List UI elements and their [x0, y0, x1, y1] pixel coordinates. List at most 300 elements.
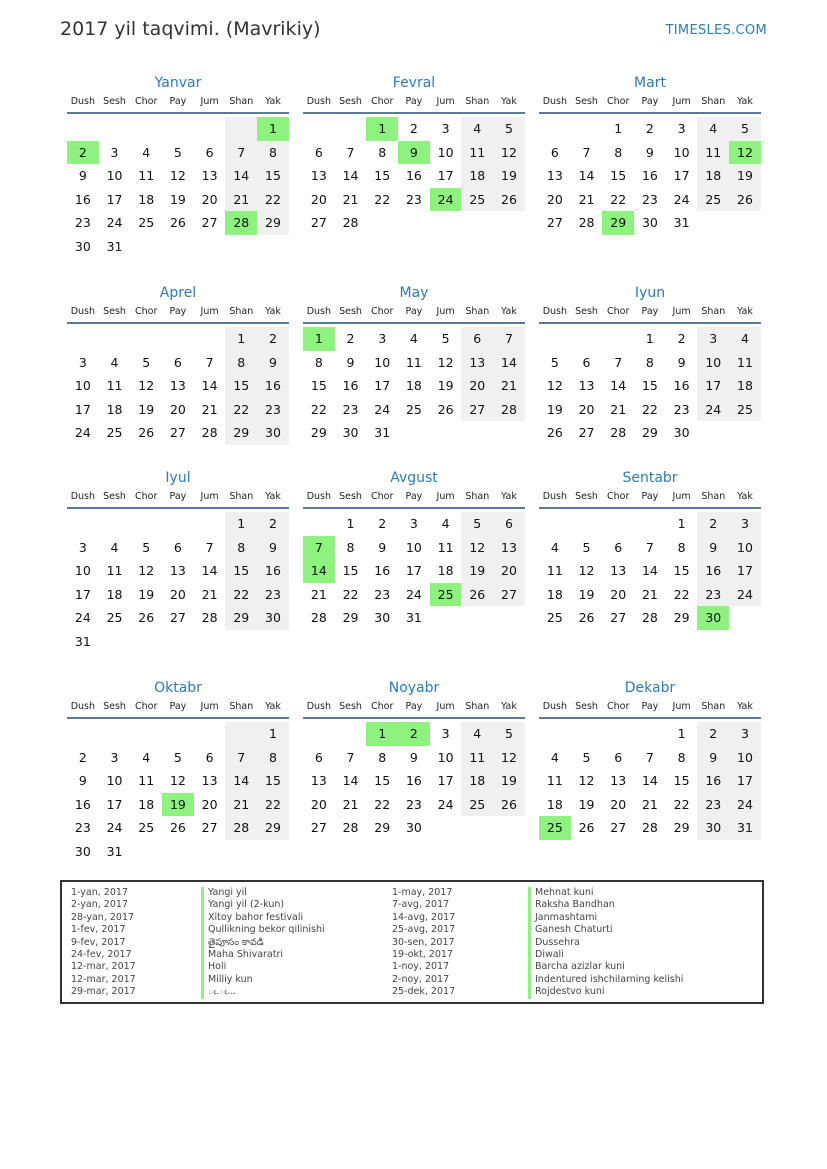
day-cell: 5: [142, 354, 151, 370]
month-name: Oktabr: [154, 680, 202, 696]
weekday-label: Jum: [200, 491, 219, 502]
legend-holiday-name: Diwali: [528, 949, 683, 961]
day-cell: 25: [546, 610, 563, 625]
day-cell: 25: [106, 425, 123, 440]
day-cell: 4: [409, 331, 418, 346]
day-cell: 10: [106, 773, 123, 788]
day-cell: 14: [493, 351, 525, 375]
day-cell: 17: [729, 559, 761, 583]
day-cell: 20: [578, 401, 595, 417]
day-cell: 21: [493, 374, 525, 398]
day-cell: 9: [677, 354, 686, 370]
day-cell: 25: [461, 793, 493, 817]
day-cell: 5: [582, 749, 591, 765]
day-cell: 27: [310, 215, 327, 230]
legend-date: 1-noy, 2017: [392, 961, 450, 973]
day-cell: 20: [546, 191, 563, 207]
day-cell: 28: [310, 610, 327, 625]
day-cell: 8: [378, 144, 387, 160]
day-cell: 5: [493, 722, 525, 746]
legend-dates-col-1: [71, 887, 136, 999]
empty-cell: [99, 117, 131, 141]
legend-holiday-name: Barcha azizlar kuni: [528, 961, 683, 973]
holiday-day-cell: 2: [398, 722, 430, 746]
empty-cell: [162, 512, 194, 536]
day-grid: [67, 512, 289, 653]
day-cell: 4: [461, 117, 493, 141]
day-cell: 26: [578, 820, 595, 835]
day-cell: 16: [697, 559, 729, 583]
day-cell: 10: [106, 168, 123, 183]
day-cell: 9: [78, 168, 87, 183]
day-cell: 19: [437, 378, 454, 393]
holiday-day-cell: 25: [539, 816, 571, 840]
weekday-label: Dush: [306, 96, 331, 107]
weekday-label: Shan: [229, 306, 254, 317]
legend-date: 9-fev, 2017: [71, 936, 126, 948]
empty-cell: [335, 117, 367, 141]
empty-cell: [67, 327, 99, 351]
day-cell: 9: [257, 351, 289, 375]
weekday-label: Shan: [465, 96, 490, 107]
month-iyun: [539, 282, 761, 445]
day-cell: 15: [374, 168, 391, 183]
day-cell: 24: [106, 820, 123, 835]
day-cell: 3: [110, 749, 119, 765]
day-cell: 23: [342, 401, 359, 417]
day-cell: 2: [346, 331, 355, 346]
weekday-label: Dush: [70, 701, 95, 712]
weekday-label: Jum: [436, 491, 455, 502]
holiday-day-cell: 2: [67, 141, 99, 165]
day-cell: 13: [546, 168, 563, 183]
day-grid: [303, 722, 525, 840]
day-cell: 23: [405, 191, 422, 207]
day-cell: 15: [257, 164, 289, 188]
day-cell: 5: [461, 512, 493, 536]
weekday-label: Chor: [607, 306, 630, 317]
day-cell: 12: [578, 773, 595, 788]
day-cell: 21: [225, 793, 257, 817]
day-cell: 6: [550, 144, 559, 160]
empty-cell: [194, 512, 226, 536]
day-cell: 11: [461, 746, 493, 770]
day-cell: 21: [641, 586, 658, 602]
empty-cell: [303, 512, 335, 536]
day-cell: 29: [225, 606, 257, 630]
day-cell: 20: [201, 796, 218, 812]
day-cell: 11: [697, 141, 729, 165]
day-cell: 24: [74, 610, 91, 625]
day-cell: 1: [257, 722, 289, 746]
day-cell: 25: [138, 215, 155, 230]
day-cell: 25: [405, 401, 422, 417]
day-cell: 23: [374, 586, 391, 602]
day-cell: 31: [673, 215, 690, 230]
day-cell: 20: [169, 401, 186, 417]
weekday-label: Shan: [701, 701, 726, 712]
day-cell: 30: [342, 425, 359, 440]
day-cell: 10: [437, 749, 454, 765]
day-cell: 22: [641, 401, 658, 417]
empty-cell: [539, 512, 571, 536]
weekday-label: Yak: [501, 491, 517, 502]
weekday-label: Shan: [465, 306, 490, 317]
day-cell: 7: [645, 539, 654, 555]
day-cell: 12: [578, 563, 595, 578]
day-cell: 3: [697, 327, 729, 351]
weekday-label: Chor: [607, 491, 630, 502]
day-cell: 6: [205, 144, 214, 160]
day-cell: 7: [645, 749, 654, 765]
day-cell: 30: [257, 421, 289, 445]
day-cell: 8: [257, 746, 289, 770]
holiday-day-cell: 19: [162, 793, 194, 817]
day-cell: 5: [493, 117, 525, 141]
day-cell: 25: [138, 820, 155, 835]
day-cell: 6: [173, 539, 182, 555]
day-cell: 10: [405, 539, 422, 555]
day-cell: 11: [546, 773, 563, 788]
weekday-label: Pay: [641, 701, 659, 712]
day-cell: 17: [437, 168, 454, 183]
day-cell: 13: [610, 773, 627, 788]
holiday-day-cell: 1: [303, 327, 335, 351]
weekday-label: Jum: [436, 306, 455, 317]
day-cell: 6: [614, 749, 623, 765]
day-cell: 5: [173, 749, 182, 765]
day-cell: 10: [729, 746, 761, 770]
empty-cell: [162, 117, 194, 141]
legend-holiday-name: Milliy kun: [201, 974, 325, 986]
day-cell: 10: [74, 563, 91, 578]
day-cell: 13: [201, 773, 218, 788]
weekday-label: Sesh: [575, 491, 598, 502]
weekday-label: Pay: [169, 96, 187, 107]
weekday-label: Chor: [135, 306, 158, 317]
day-cell: 18: [106, 401, 123, 417]
day-cell: 30: [405, 820, 422, 835]
legend-date: 7-avg, 2017: [392, 899, 450, 911]
day-cell: 1: [645, 331, 654, 346]
day-cell: 15: [374, 773, 391, 788]
site-link[interactable]: TIMESLES.COM: [665, 23, 767, 38]
day-cell: 12: [169, 773, 186, 788]
day-cell: 23: [673, 401, 690, 417]
day-cell: 27: [461, 398, 493, 422]
empty-cell: [303, 117, 335, 141]
day-cell: 19: [138, 586, 155, 602]
day-cell: 6: [493, 512, 525, 536]
weekday-header: [67, 699, 289, 719]
day-cell: 16: [257, 374, 289, 398]
day-cell: 9: [409, 749, 418, 765]
empty-cell: [634, 512, 666, 536]
legend-date: 12-mar, 2017: [71, 961, 136, 973]
day-cell: 10: [729, 536, 761, 560]
day-cell: 31: [729, 816, 761, 840]
day-cell: 19: [546, 401, 563, 417]
day-cell: 29: [257, 816, 289, 840]
day-cell: 24: [673, 191, 690, 207]
weekday-label: Sesh: [103, 96, 126, 107]
day-cell: 8: [225, 536, 257, 560]
day-cell: 7: [614, 354, 623, 370]
legend-holiday-name: Mehnat kuni: [528, 887, 683, 899]
legend-holiday-name: Maha Shivaratri: [201, 949, 325, 961]
weekday-label: Sesh: [103, 306, 126, 317]
day-cell: 15: [310, 378, 327, 393]
empty-cell: [67, 722, 99, 746]
day-grid: [303, 117, 525, 235]
weekday-label: Shan: [465, 701, 490, 712]
weekday-label: Dush: [70, 96, 95, 107]
month-name: Avgust: [390, 470, 438, 486]
day-cell: 20: [310, 796, 327, 812]
weekday-label: Yak: [737, 491, 753, 502]
day-cell: 21: [201, 586, 218, 602]
day-cell: 7: [225, 746, 257, 770]
day-cell: 28: [578, 215, 595, 230]
day-cell: 8: [378, 749, 387, 765]
day-cell: 25: [697, 188, 729, 212]
empty-cell: [130, 512, 162, 536]
weekday-label: Jum: [436, 701, 455, 712]
day-cell: 13: [310, 773, 327, 788]
weekday-label: Shan: [701, 96, 726, 107]
month-yanvar: [67, 72, 289, 258]
day-cell: 19: [169, 191, 186, 207]
day-cell: 4: [142, 144, 151, 160]
day-cell: 26: [437, 401, 454, 417]
day-cell: 26: [546, 425, 563, 440]
weekday-label: Sesh: [339, 491, 362, 502]
legend-date: 1-may, 2017: [392, 887, 453, 898]
weekday-label: Jum: [200, 701, 219, 712]
weekday-label: Yak: [737, 96, 753, 107]
day-cell: 9: [697, 536, 729, 560]
weekday-label: Sesh: [339, 701, 362, 712]
day-cell: 26: [138, 425, 155, 440]
day-grid: [67, 117, 289, 258]
month-sentabr: [539, 467, 761, 630]
day-cell: 19: [493, 164, 525, 188]
weekday-label: Pay: [405, 96, 423, 107]
day-cell: 21: [201, 401, 218, 417]
day-cell: 22: [374, 796, 391, 812]
empty-cell: [634, 722, 666, 746]
holiday-day-cell: 7: [303, 536, 335, 560]
day-cell: 24: [374, 401, 391, 417]
weekday-label: Yak: [265, 306, 281, 317]
day-cell: 14: [641, 773, 658, 788]
weekday-label: Jum: [200, 306, 219, 317]
day-cell: 12: [138, 563, 155, 578]
weekday-header: [303, 699, 525, 719]
legend-date: 12-mar, 2017: [71, 973, 136, 985]
day-cell: 9: [346, 354, 355, 370]
month-name: Aprel: [159, 285, 197, 301]
day-cell: 27: [201, 215, 218, 230]
day-cell: 25: [106, 610, 123, 625]
weekday-label: Sesh: [339, 96, 362, 107]
day-cell: 12: [461, 536, 493, 560]
day-grid: [67, 722, 289, 863]
weekday-header: [303, 304, 525, 324]
day-cell: 15: [342, 563, 359, 578]
day-cell: 16: [257, 559, 289, 583]
day-cell: 22: [310, 401, 327, 417]
day-grid: [539, 512, 761, 630]
day-cell: 6: [461, 327, 493, 351]
day-cell: 14: [342, 773, 359, 788]
day-cell: 24: [697, 398, 729, 422]
legend-holiday-name: Yangi yil (2-kun): [201, 899, 325, 911]
day-cell: 11: [461, 141, 493, 165]
legend-names-col-1: [201, 887, 325, 999]
day-cell: 1: [614, 121, 623, 136]
weekday-label: Jum: [672, 491, 691, 502]
empty-cell: [602, 512, 634, 536]
day-cell: 9: [645, 144, 654, 160]
day-cell: 6: [173, 354, 182, 370]
day-cell: 17: [374, 378, 391, 393]
day-cell: 29: [641, 425, 658, 440]
day-cell: 8: [645, 354, 654, 370]
day-cell: 22: [225, 398, 257, 422]
day-cell: 7: [205, 354, 214, 370]
day-cell: 12: [138, 378, 155, 393]
legend-holiday-name: Rojdestvo kuni: [528, 986, 683, 998]
day-cell: 7: [493, 327, 525, 351]
weekday-label: Shan: [701, 306, 726, 317]
day-cell: 15: [225, 559, 257, 583]
legend-date: 24-fev, 2017: [71, 948, 132, 960]
day-cell: 19: [461, 559, 493, 583]
empty-cell: [194, 722, 226, 746]
day-cell: 26: [493, 188, 525, 212]
day-cell: 4: [550, 539, 559, 555]
day-cell: 3: [78, 539, 87, 555]
empty-cell: [225, 722, 257, 746]
day-cell: 6: [314, 144, 323, 160]
weekday-label: Pay: [641, 306, 659, 317]
day-cell: 1: [225, 327, 257, 351]
legend-holiday-name: Qullikning bekor qilinishi: [201, 924, 325, 936]
day-cell: 5: [142, 539, 151, 555]
weekday-label: Pay: [641, 491, 659, 502]
day-cell: 2: [677, 331, 686, 346]
empty-cell: [602, 722, 634, 746]
day-cell: 3: [729, 722, 761, 746]
day-cell: 12: [546, 378, 563, 393]
weekday-label: Chor: [607, 96, 630, 107]
weekday-header: [539, 489, 761, 509]
day-cell: 9: [697, 746, 729, 770]
day-cell: 18: [729, 374, 761, 398]
day-cell: 10: [374, 354, 391, 370]
day-cell: 8: [225, 351, 257, 375]
day-cell: 22: [342, 586, 359, 602]
day-cell: 25: [461, 188, 493, 212]
empty-cell: [99, 512, 131, 536]
day-cell: 5: [441, 331, 450, 346]
holiday-day-cell: 12: [729, 141, 761, 165]
day-cell: 18: [461, 164, 493, 188]
day-cell: 18: [106, 586, 123, 602]
weekday-label: Pay: [169, 701, 187, 712]
weekday-label: Chor: [371, 306, 394, 317]
weekday-label: Sesh: [103, 491, 126, 502]
legend-date: 14-avg, 2017: [392, 911, 456, 923]
weekday-label: Chor: [135, 491, 158, 502]
weekday-label: Chor: [371, 701, 394, 712]
day-cell: 20: [169, 586, 186, 602]
day-cell: 13: [169, 563, 186, 578]
weekday-label: Dush: [306, 306, 331, 317]
legend-date: 2-yan, 2017: [71, 899, 128, 911]
day-cell: 31: [374, 425, 391, 440]
holiday-day-cell: 29: [602, 211, 634, 235]
legend-date: 2-noy, 2017: [392, 973, 450, 985]
legend-holiday-name: Dussehra: [528, 937, 683, 949]
empty-cell: [99, 722, 131, 746]
day-cell: 26: [169, 820, 186, 835]
day-cell: 30: [641, 215, 658, 230]
day-cell: 17: [106, 796, 123, 812]
day-cell: 28: [641, 610, 658, 625]
day-cell: 6: [205, 749, 214, 765]
day-cell: 30: [257, 606, 289, 630]
day-cell: 5: [173, 144, 182, 160]
weekday-label: Jum: [672, 701, 691, 712]
day-cell: 18: [437, 563, 454, 578]
day-cell: 8: [614, 144, 623, 160]
day-cell: 31: [106, 238, 123, 254]
day-cell: 13: [610, 563, 627, 578]
day-cell: 22: [257, 188, 289, 212]
month-iyul: [67, 467, 289, 653]
day-cell: 3: [378, 331, 387, 346]
day-cell: 19: [578, 796, 595, 812]
day-cell: 13: [201, 168, 218, 183]
empty-cell: [67, 512, 99, 536]
day-cell: 21: [225, 188, 257, 212]
day-cell: 8: [346, 539, 355, 555]
day-cell: 12: [169, 168, 186, 183]
day-cell: 24: [729, 583, 761, 607]
weekday-header: [539, 304, 761, 324]
day-cell: 8: [314, 354, 323, 370]
day-cell: 18: [546, 796, 563, 812]
legend-date: 25-dek, 2017: [392, 986, 456, 998]
month-avgust: [303, 467, 525, 630]
day-cell: 30: [374, 610, 391, 625]
legend-holiday-name: Raksha Bandhan: [528, 899, 683, 911]
empty-cell: [539, 117, 571, 141]
legend-date: 30-sen, 2017: [392, 936, 455, 948]
day-cell: 22: [257, 793, 289, 817]
day-cell: 21: [578, 191, 595, 207]
empty-cell: [194, 117, 226, 141]
empty-cell: [571, 327, 603, 351]
weekday-label: Dush: [70, 491, 95, 502]
month-name: Iyun: [634, 285, 666, 301]
day-cell: 20: [201, 191, 218, 207]
day-cell: 6: [314, 749, 323, 765]
legend-holiday-name: Holi: [201, 961, 325, 973]
legend-holiday-name: ఁ.ఁ...: [201, 986, 325, 998]
